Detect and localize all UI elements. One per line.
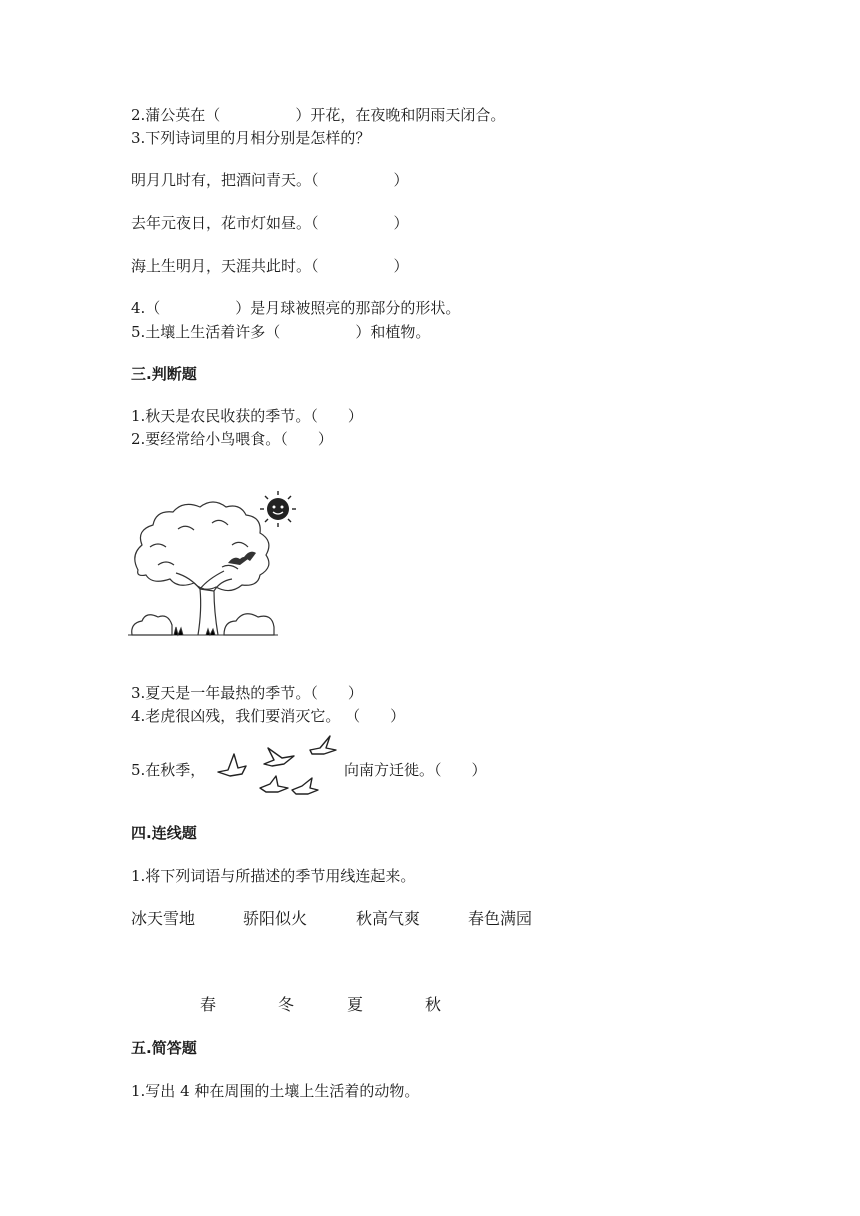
match-season-2: 冬 (278, 995, 295, 1014)
question-4-moon-shape: 4.（ ）是月球被照亮的那部分的形状。 (131, 299, 461, 317)
match-season-3: 夏 (347, 995, 364, 1014)
tree-icon (132, 502, 274, 635)
match-word-1: 冰天雪地 (131, 909, 196, 928)
match-word-2: 骄阳似火 (243, 909, 308, 928)
poem-line-2: 去年元夜日，花市灯如昼。（ ） (131, 214, 409, 232)
section-heading-short-answer: 五.简答题 (131, 1039, 197, 1057)
poem-line-1: 明月几时有，把酒问青天。（ ） (131, 171, 409, 189)
question-2-dandelion: 2.蒲公英在（ ）开花，在夜晚和阴雨天闭合。 (131, 106, 506, 124)
section-heading-match: 四.连线题 (131, 824, 197, 842)
poem-line-3: 海上生明月，天涯共此时。（ ） (131, 257, 409, 275)
match-season-1: 春 (200, 995, 217, 1014)
match-question-1: 1.将下列词语与所描述的季节用线连起来。 (131, 867, 416, 885)
section-heading-judge: 三.判断题 (131, 365, 197, 383)
judge-question-5-prefix: 5.在秋季， (131, 761, 206, 779)
short-answer-question-1: 1.写出 4 种在周围的土壤上生活着的动物。 (131, 1082, 420, 1100)
match-season-4: 秋 (425, 995, 442, 1014)
match-word-4: 春色满园 (468, 909, 533, 928)
match-word-3: 秋高气爽 (356, 909, 421, 928)
judge-question-2: 2.要经常给小鸟喂食。（ ） (131, 430, 333, 448)
judge-question-1: 1.秋天是农民收获的季节。（ ） (131, 407, 363, 425)
sun-icon (260, 491, 296, 527)
tree-birds-sun-picture (128, 485, 313, 640)
flying-geese-picture (212, 730, 347, 800)
question-5-soil: 5.土壤上生活着许多（ ）和植物。 (131, 323, 431, 341)
judge-question-3: 3.夏天是一年最热的季节。（ ） (131, 684, 363, 702)
judge-question-5-suffix: 向南方迁徙。（ ） (344, 761, 487, 779)
question-3-moon-phases: 3.下列诗词里的月相分别是怎样的？ (131, 129, 371, 147)
goose-icon (218, 736, 336, 794)
judge-question-4: 4.老虎很凶残，我们要消灭它。 （ ） (131, 707, 406, 725)
